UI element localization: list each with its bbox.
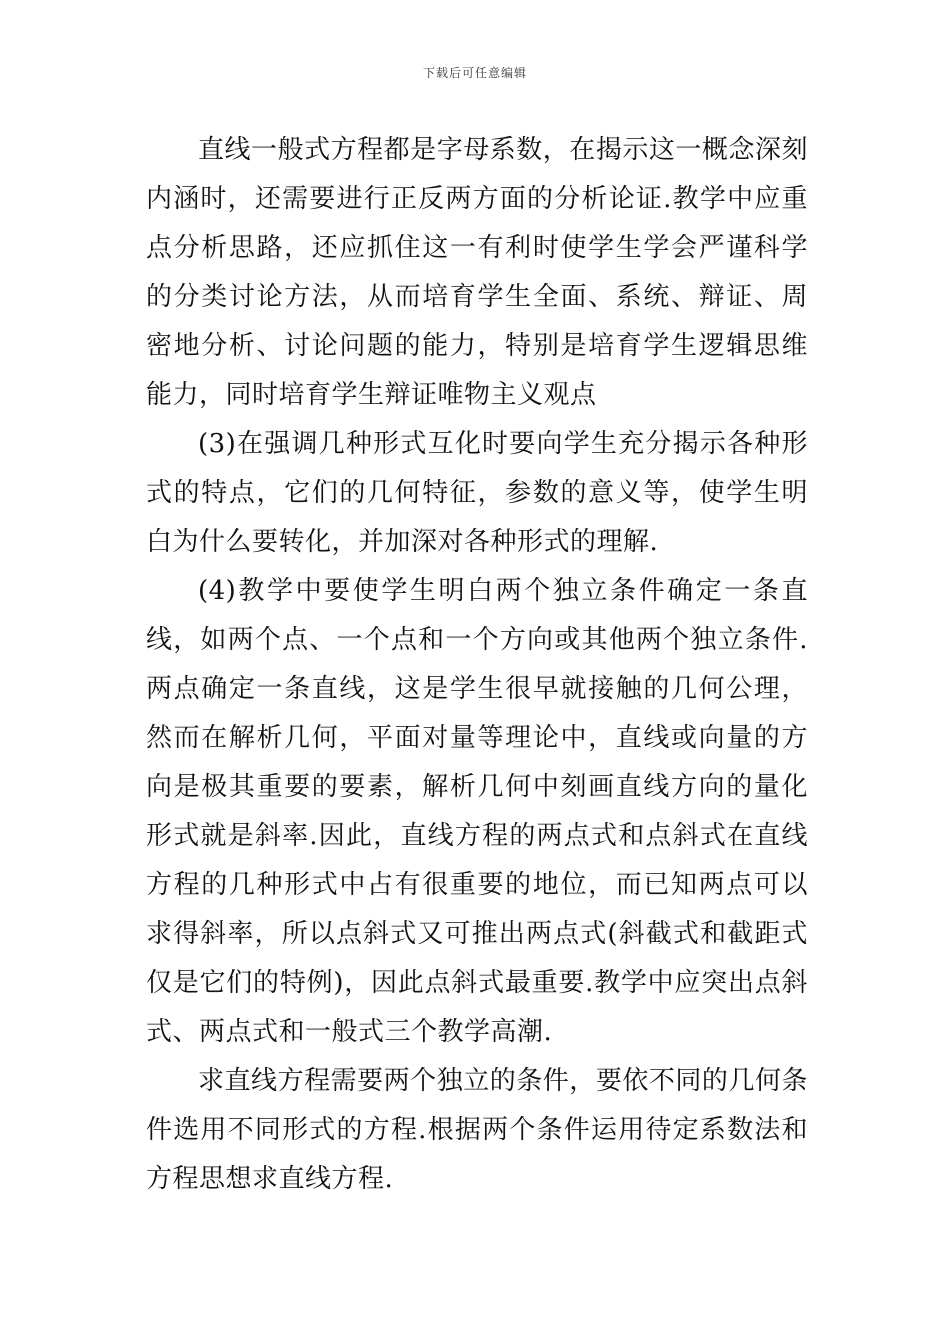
paragraph-conclusion: 求直线方程需要两个独立的条件，要依不同的几何条件选用不同形式的方程.根据两个条件运用待定系数法和方程思想求直线方程. <box>146 1066 808 1194</box>
document-body <box>146 126 808 1204</box>
paragraph-item-3: (3)在强调几种形式互化时要向学生充分揭示各种形式的特点，它们的几何特征，参数的意义等，使学生明白为什么要转化，并加深对各种形式的理解. <box>146 429 808 557</box>
paragraph-item-4: (4)教学中要使学生明白两个独立条件确定一条直线，如两个点、一个点和一个方向或其他两个独立条件.两点确定一条直线，这是学生很早就接触的几何公理，然而在解析几何，平面对量等理论中，直线或向量的方向是极其重要的要素，解析几何中刻画直线方向的量化形式就是斜率.因此，直线方程的两点式和点斜式在直线方程的几种形式中占有很重要的地位，而已知两点可以求得斜率，所以点斜式又可推出两点式(斜截式和截距式仅是它们的特例)，因此点斜式最重要.教学中应突出点斜式、两点式和一般式三个教学高潮. <box>146 576 808 1047</box>
page-header: 下载后可任意编辑 <box>422 66 527 80</box>
paragraph-general-form: 直线一般式方程都是字母系数，在揭示这一概念深刻内涵时，还需要进行正反两方面的分析论证.教学中应重点分析思路，还应抓住这一有利时使学生学会严谨科学的分类讨论方法，从而培育学生全面、系统、辩证、周密地分析、讨论问题的能力，特别是培育学生逻辑思维能力，同时培育学生辩证唯物主义观点 <box>146 135 808 410</box>
